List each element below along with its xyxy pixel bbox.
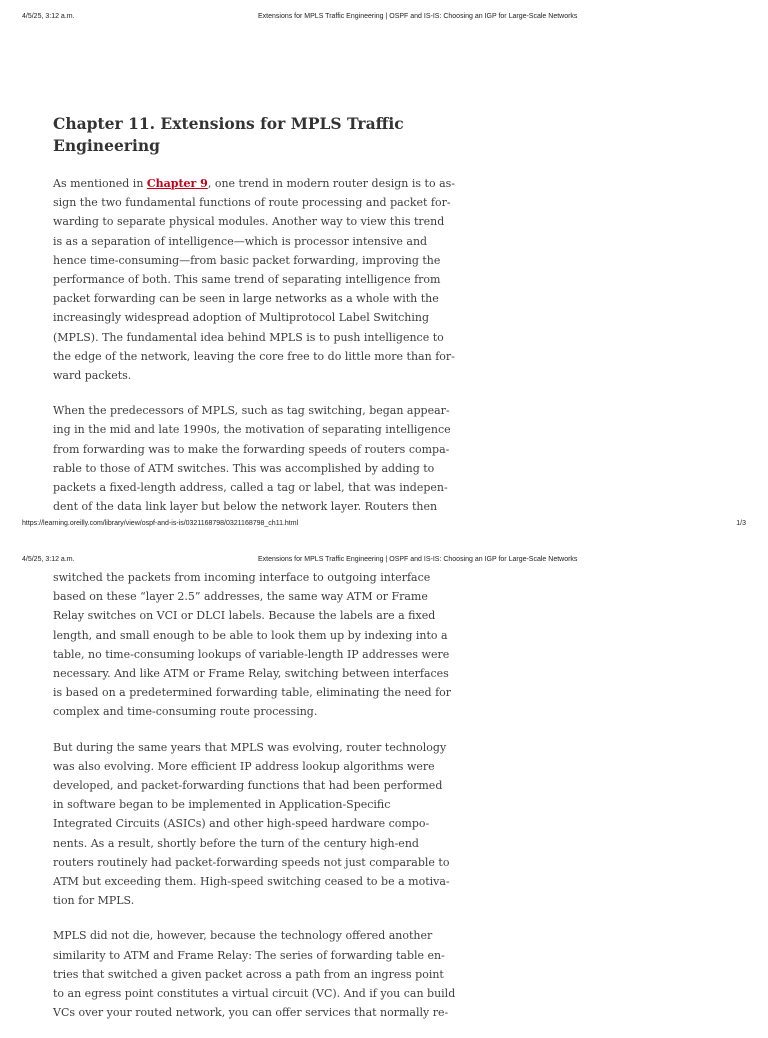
chapter-title-line: Chapter 11. Extensions for MPLS Traffic: [53, 114, 404, 133]
text-line: performance of both. This same trend of separating intelligence from: [53, 273, 441, 287]
print-header: [22, 556, 746, 566]
text-line: based on these “layer 2.5” addresses, the same way ATM or Frame: [53, 590, 428, 604]
text-line: hence time-consuming—from basic packet forwarding, improving the: [53, 253, 441, 267]
text-line: in software began to be implemented in Application-Specific: [53, 798, 391, 812]
text-line: When the predecessors of MPLS, such as tag switching, began appear-: [53, 404, 450, 418]
paragraph-predecessors-continued: [53, 568, 452, 722]
paragraph-virtual-circuits: [53, 926, 456, 1022]
text-line: MPLS did not die, however, because the technology offered another: [53, 929, 433, 943]
chapter-9-link[interactable]: Chapter 9: [146, 177, 208, 190]
text-line: increasingly widespread adoption of Multiprotocol Label Switching: [53, 311, 430, 325]
chapter-title-line: Engineering: [53, 136, 160, 155]
print-date: 4/5/25, 3:12 a.m.: [22, 13, 75, 20]
text-line: necessary. And like ATM or Frame Relay, switching between interfaces: [53, 667, 449, 681]
text-line: rable to those of ATM switches. This was accomplished by adding to: [53, 461, 435, 475]
chapter-title: [53, 113, 433, 157]
text-line: similarity to ATM and Frame Relay: The series of forwarding table en-: [53, 948, 445, 962]
text-line: tion for MPLS.: [53, 894, 135, 908]
print-page-number: 1/3: [736, 520, 746, 527]
text-line: VCs over your routed network, you can offer services that normally re-: [53, 1006, 449, 1020]
text-line: (MPLS). The fundamental idea behind MPLS is to push intelligence to: [53, 330, 444, 344]
paragraph-predecessors: [53, 401, 451, 516]
text-line: packet forwarding can be seen in large networks as a whole with the: [53, 292, 439, 306]
text-line: tries that switched a given packet across a path from an ingress point: [53, 967, 444, 981]
print-page-2: [0, 545, 768, 1024]
text-line: But during the same years that MPLS was evolving, router technology: [53, 740, 447, 754]
print-document-title: Extensions for MPLS Traffic Engineering | OSPF and IS-IS: Choosing an IGP for Large-Scale Networks: [258, 556, 578, 563]
print-footer: [22, 520, 746, 530]
paragraph-router-evolution: [53, 738, 450, 911]
text-line: ing in the mid and late 1990s, the motivation of separating intelligence: [53, 423, 451, 437]
text-line: routers routinely had packet-forwarding speeds not just comparable to: [53, 855, 450, 869]
text-line: the edge of the network, leaving the core free to do little more than for-: [53, 349, 455, 363]
text-line: dent of the data link layer but below the network layer. Routers then: [53, 500, 438, 514]
text-line: [53, 174, 456, 193]
text-line: length, and small enough to be able to look them up by indexing into a: [53, 628, 448, 642]
print-url: https://learning.oreilly.com/library/view/ospf-and-is-is/0321168798/0321168798_ch11.html: [22, 520, 299, 527]
text-line: was also evolving. More efficient IP address lookup algorithms were: [53, 759, 435, 773]
text-line: is as a separation of intelligence—which is processor intensive and: [53, 234, 428, 248]
text-line: ATM but exceeding them. High-speed switching ceased to be a motiva-: [53, 875, 450, 889]
text-line: Integrated Circuits (ASICs) and other high-speed hardware compo-: [53, 817, 430, 831]
print-date: 4/5/25, 3:12 a.m.: [22, 556, 75, 563]
text-line: packets a fixed-length address, called a tag or label, that was indepen-: [53, 481, 448, 495]
text-line: from forwarding was to make the forwarding speeds of routers compa-: [53, 442, 450, 456]
text-line: Relay switches on VCI or DLCI labels. Because the labels are a fixed: [53, 609, 436, 623]
article-body-continued: [53, 568, 456, 1038]
text-line: nents. As a result, shortly before the turn of the century high-end: [53, 836, 419, 850]
text-line: developed, and packet-forwarding functions that had been performed: [53, 779, 443, 793]
print-document-title: Extensions for MPLS Traffic Engineering | OSPF and IS-IS: Choosing an IGP for Large-Scale Networks: [258, 13, 578, 20]
text-line: is based on a predetermined forwarding table, eliminating the need for: [53, 686, 452, 700]
text-fragment: As mentioned in: [53, 177, 147, 190]
paragraph-intro: [53, 174, 456, 385]
text-line: sign the two fundamental functions of route processing and packet for-: [53, 196, 451, 210]
print-header: [22, 13, 746, 23]
text-line: complex and time-consuming route processing.: [53, 705, 318, 719]
text-line: table, no time-consuming lookups of variable-length IP addresses were: [53, 647, 450, 661]
text-line: to an egress point constitutes a virtual circuit (VC). And if you can build: [53, 987, 456, 1001]
text-line: ward packets.: [53, 369, 132, 383]
text-fragment: , one trend in modern router design is to as-: [207, 177, 456, 190]
text-line: warding to separate physical modules. Another way to view this trend: [53, 215, 445, 229]
text-line: switched the packets from incoming interface to outgoing interface: [53, 571, 431, 584]
article-body: [53, 174, 456, 514]
